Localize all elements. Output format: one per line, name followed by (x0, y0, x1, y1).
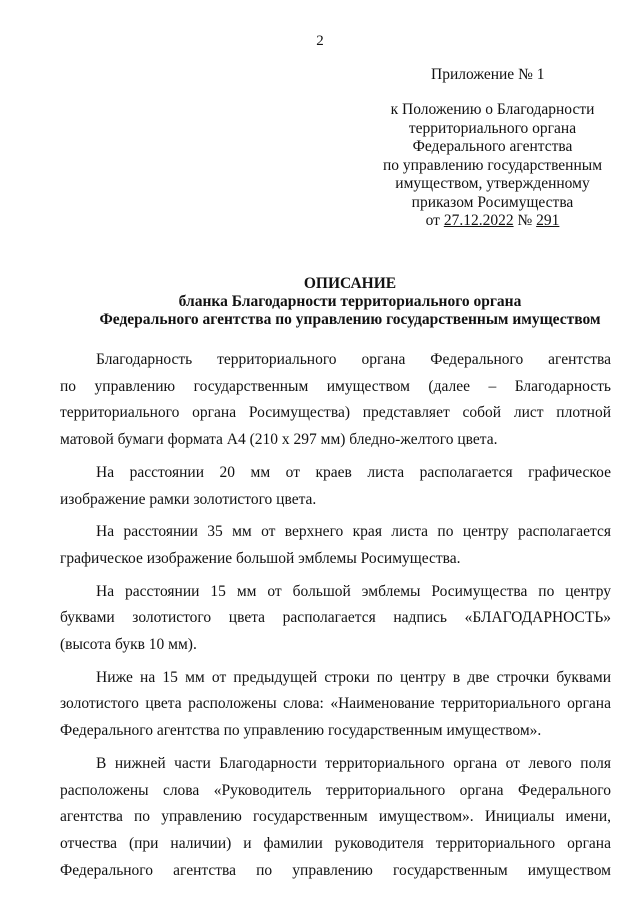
text-line: по управлению государственным имуществом (далее – Благодарность (60, 377, 611, 395)
text-line: буквами золотистого цвета располагается надпись «БЛАГОДАРНОСТЬ» (60, 609, 611, 627)
text-line: Ниже на 15 мм от предыдущей строки по центру в две строчки буквами (96, 668, 611, 686)
paragraph (60, 347, 611, 454)
annex-line: к Положению о Благодарности (390, 101, 595, 118)
text-line: Благодарность территориального органа Федерального агентства (96, 351, 611, 368)
document-heading (70, 275, 630, 329)
annex-line: территориального органа (408, 119, 577, 137)
heading-line: бланка Благодарности территориального органа (178, 293, 522, 310)
text-line: (высота букв 10 мм). (60, 636, 197, 654)
text-line: На расстоянии 35 мм от верхнего края листа по центру располагается (96, 523, 611, 541)
text-line: агентства по управлению государственным имуществом». Инициалы имени, (60, 808, 611, 826)
paragraph (60, 665, 611, 745)
annex-title: Приложение № 1 (431, 66, 545, 83)
text-line: отчества (при наличии) и фамилии руководителя территориального органа (60, 834, 611, 852)
text-line: матовой бумаги формата А4 (210 х 297 мм) бледно-желтого цвета. (60, 431, 498, 449)
text-line: В нижней части Благодарности территориального органа от левого поля (96, 754, 611, 772)
text-line: изображение рамки золотистого цвета. (60, 490, 317, 508)
annex-date-line (365, 212, 620, 231)
text-line: золотистого цвета расположены слова: «Наименование территориального органа (60, 695, 611, 713)
annex-line: по управлению государственным (382, 156, 602, 174)
text-line: Федерального агентства по управлению государственным имуществом». (60, 722, 542, 740)
annex-line: Федерального агентства (412, 138, 573, 155)
annex-subtitle (365, 101, 620, 231)
number-prefix: № (517, 212, 533, 229)
text-line: Федерального агентства по управлению государственным имуществом (60, 861, 611, 879)
paragraph (60, 519, 611, 572)
date-prefix: от (425, 212, 440, 229)
annex-line: приказом Росимущества (411, 193, 574, 211)
text-line: территориального органа Росимущества) представляет собой лист плотной (60, 404, 611, 422)
paragraph (60, 579, 611, 659)
heading-title: ОПИСАНИЕ (303, 275, 397, 292)
text-line: На расстоянии 15 мм от большой эмблемы Росимущества по центру (96, 582, 611, 600)
order-date: 27.12.2022 (443, 212, 514, 229)
body-text (60, 347, 611, 890)
text-line: графическое изображение большой эмблемы Росимущества. (60, 549, 461, 567)
paragraph (60, 751, 611, 885)
text-line: расположены слова «Руководитель территориального органа Федерального (60, 781, 611, 799)
heading-line: Федерального агентства по управлению государственным имуществом (99, 311, 601, 328)
paragraph (60, 460, 611, 513)
order-number: 291 (536, 212, 560, 229)
page-number: 2 (316, 33, 324, 49)
text-line: На расстоянии 20 мм от краев листа располагается графическое (96, 463, 611, 481)
annex-line: имуществом, утвержденному (395, 175, 590, 192)
